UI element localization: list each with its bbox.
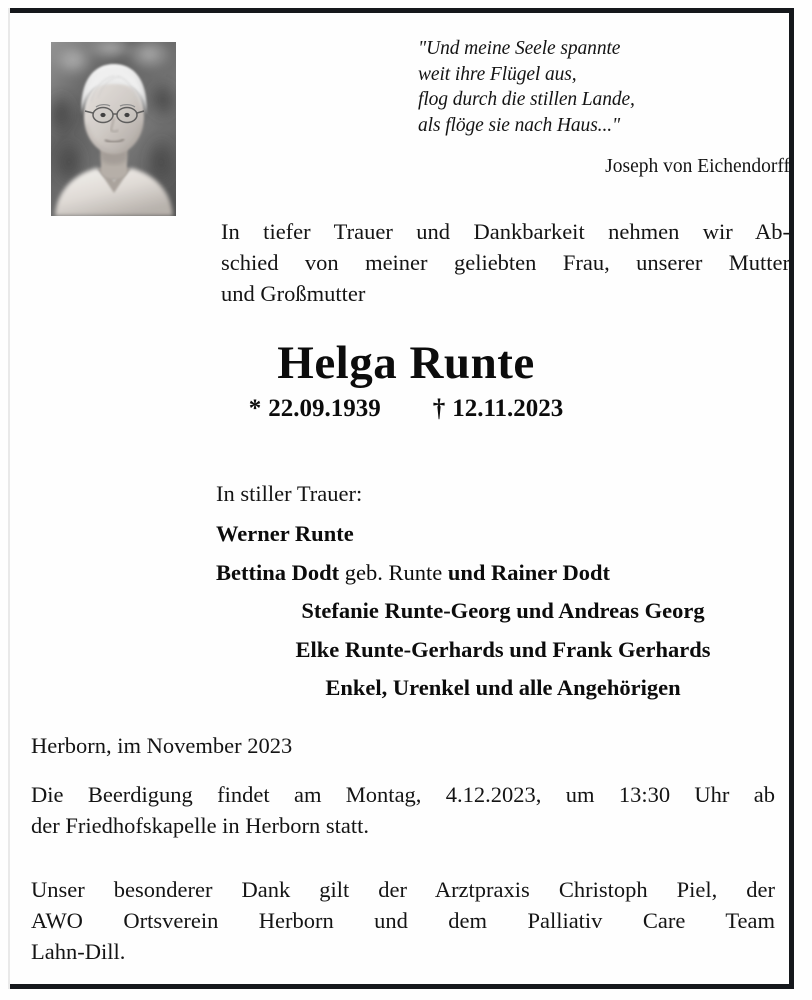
poem-line-2: weit ihre Flügel aus, [418,63,577,85]
thanks-line-2: AWO Ortsverein Herborn und dem Palliativ Care Team [31,908,775,933]
funeral-details [31,779,775,841]
death-date-group [433,395,564,422]
mourner-entry [216,554,790,593]
mourner-maiden-name: geb. Runte [339,559,448,585]
intro-line-3: und Großmutter [221,281,366,306]
life-dates [0,394,812,424]
poem-line-3: flog durch die stillen Lande, [418,89,635,110]
mourner-entry [216,669,790,708]
poem-attribution: Joseph von Eichendorff [605,156,790,177]
mourner-entry [216,515,790,554]
border-top [8,8,794,13]
border-left [8,8,10,989]
portrait-photo [51,42,176,216]
mourner-name-bold: Werner Runte [216,521,354,546]
intro-paragraph [221,216,790,309]
death-date: 12.11.2023 [452,395,564,422]
mourner-name-bold: Enkel, Urenkel und alle Angehörigen [325,675,681,700]
memorial-poem [418,36,790,138]
funeral-line-2: der Friedhofskapelle in Herborn statt. [31,813,370,838]
mourner-name-bold: Elke Runte-Gerhards und Frank Gerhards [295,636,711,662]
birth-date-group [249,395,381,422]
place-and-date: Herborn, im November 2023 [31,733,293,758]
mourners-heading: In stiller Trauer: [216,481,363,506]
thanks-paragraph [31,874,775,967]
mourner-entry [216,631,790,670]
cross-death-icon: † [432,395,446,422]
mourner-entry [216,592,790,631]
deceased-name: Helga Runte [277,337,535,389]
mourner-name-bold: Stefanie Runte-Georg und Andreas Georg [301,598,705,623]
mourners-list [216,515,790,708]
mourner-partner-bold: und Rainer Dodt [447,559,610,585]
border-bottom [8,984,794,989]
thanks-line-3: Lahn-Dill. [31,939,126,964]
portrait-photo-image [51,42,176,216]
intro-line-1: In tiefer Trauer und Dankbarkeit nehmen wir Ab- [221,219,790,244]
intro-line-2: schied von meiner geliebten Frau, unserer Mutter [221,250,790,275]
thanks-line-1: Unser besonderer Dank gilt der Arztpraxis Christoph Piel, der [31,877,775,902]
poem-line-4: als flöge sie nach Haus..." [418,114,621,136]
asterisk-birth-icon: * [248,395,262,422]
birth-date: 22.09.1939 [268,395,381,422]
funeral-line-1: Die Beerdigung findet am Montag, 4.12.2023, um 13:30 Uhr ab [31,782,775,807]
poem-line-1: "Und meine Seele spannte [418,38,621,59]
mourner-name-bold: Bettina Dodt [216,559,340,585]
